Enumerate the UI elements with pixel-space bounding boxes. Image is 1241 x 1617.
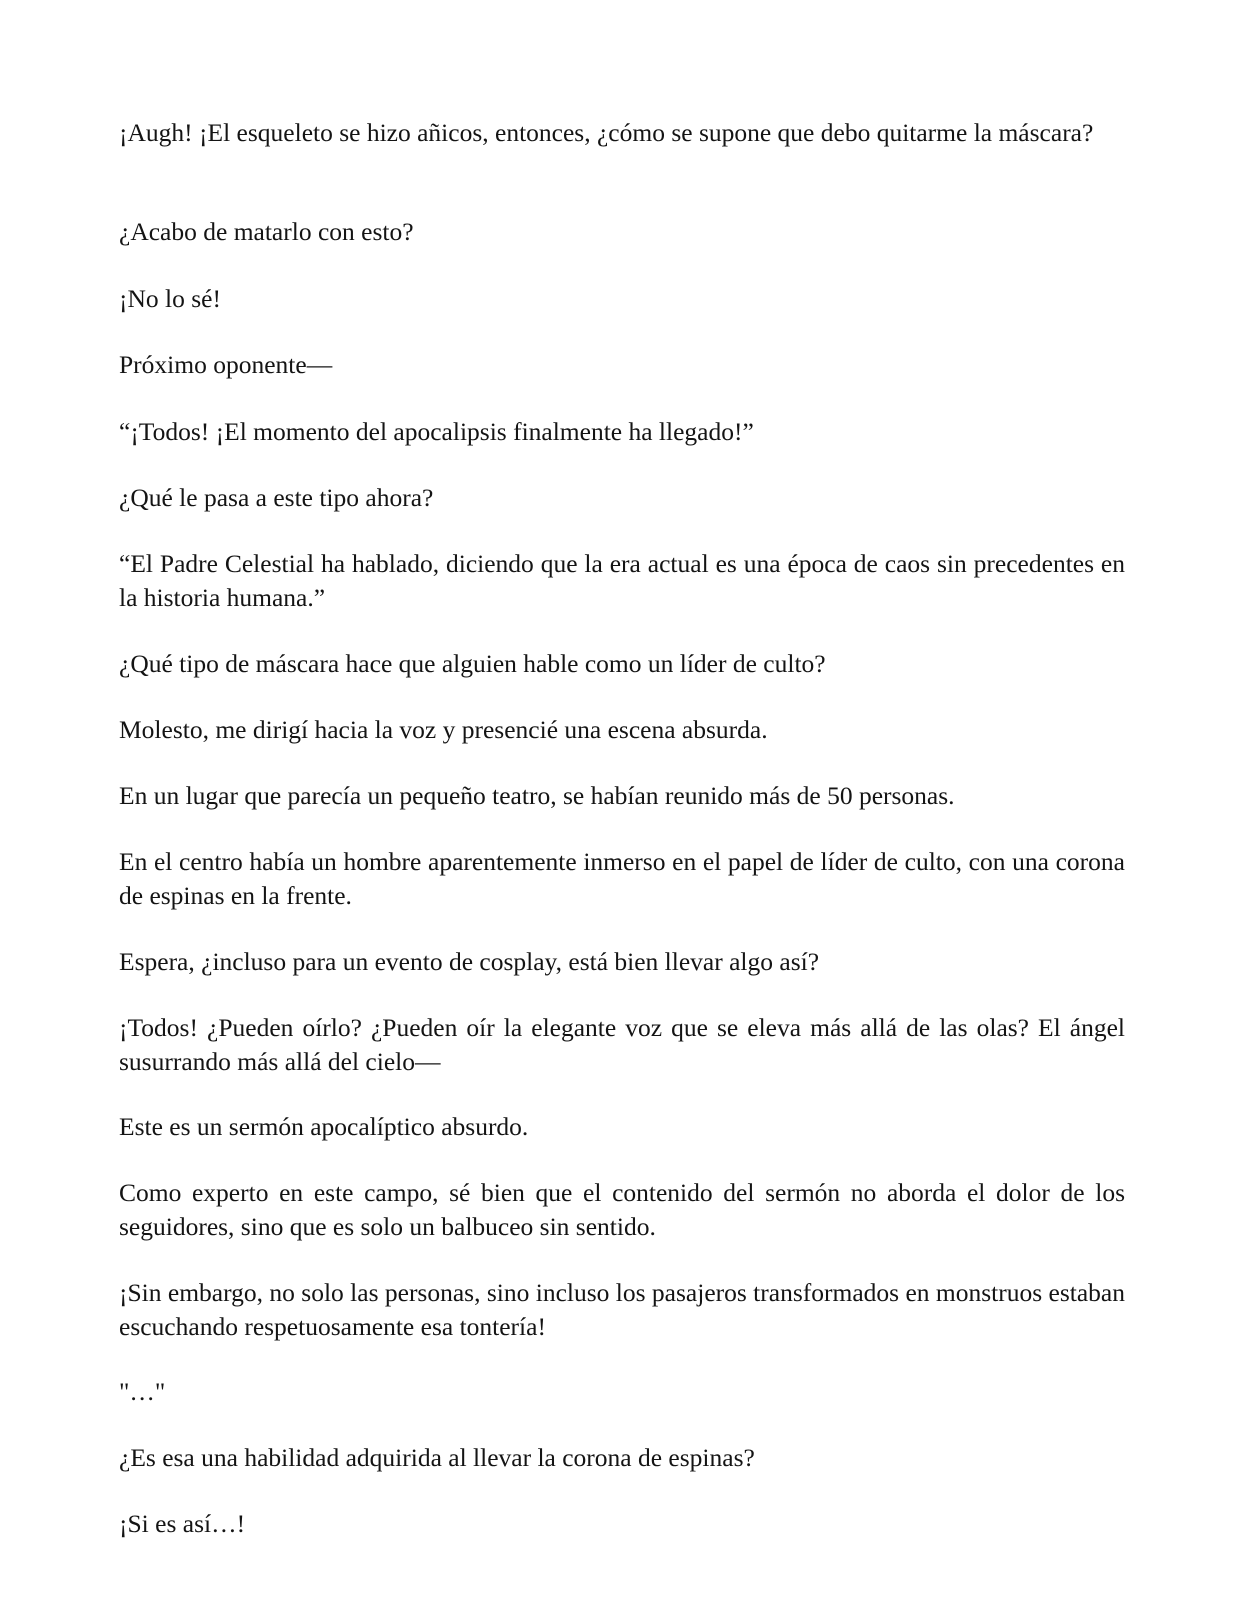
- paragraph-5: “¡Todos! ¡El momento del apocalipsis finalmente ha llegado!”: [119, 417, 754, 446]
- paragraph-1: ¡Augh! ¡El esqueleto se hizo añicos, entonces, ¿cómo se supone que debo quitarme la máscara?: [119, 118, 1094, 147]
- paragraph-3: ¡No lo sé!: [119, 284, 221, 313]
- paragraph-15: Como experto en este campo, sé bien que el contenido del sermón no aborda el dolor de los seguidores, sino que es solo un balbuceo sin sentido.: [119, 1178, 1125, 1241]
- paragraph-10: En un lugar que parecía un pequeño teatro, se habían reunido más de 50 personas.: [119, 781, 955, 810]
- paragraph-4: Próximo oponente—: [119, 350, 333, 379]
- paragraph-17: "…": [119, 1377, 166, 1406]
- paragraph-14: Este es un sermón apocalíptico absurdo.: [119, 1112, 529, 1141]
- paragraph-16: ¡Sin embargo, no solo las personas, sino incluso los pasajeros transformados en monstruos estaban escuchando respetuosamente esa tontería!: [119, 1278, 1125, 1341]
- paragraph-19: ¡Si es así…!: [119, 1509, 246, 1538]
- paragraph-8: ¿Qué tipo de máscara hace que alguien hable como un líder de culto?: [119, 649, 826, 678]
- paragraph-18: ¿Es esa una habilidad adquirida al llevar la corona de espinas?: [119, 1443, 755, 1472]
- paragraph-9: Molesto, me dirigí hacia la voz y presencié una escena absurda.: [119, 715, 768, 744]
- paragraph-6: ¿Qué le pasa a este tipo ahora?: [119, 483, 434, 512]
- paragraph-2: ¿Acabo de matarlo con esto?: [119, 217, 414, 246]
- paragraph-11: En el centro había un hombre aparentemente inmerso en el papel de líder de culto, con una corona de espinas en la frente.: [119, 847, 1125, 910]
- paragraph-12: Espera, ¿incluso para un evento de cosplay, está bien llevar algo así?: [119, 947, 820, 976]
- paragraph-7: “El Padre Celestial ha hablado, diciendo que la era actual es una época de caos sin precedentes en la historia humana.”: [119, 549, 1125, 612]
- paragraph-13: ¡Todos! ¿Pueden oírlo? ¿Pueden oír la elegante voz que se eleva más allá de las olas? El ángel susurrando más allá del cielo—: [119, 1013, 1125, 1076]
